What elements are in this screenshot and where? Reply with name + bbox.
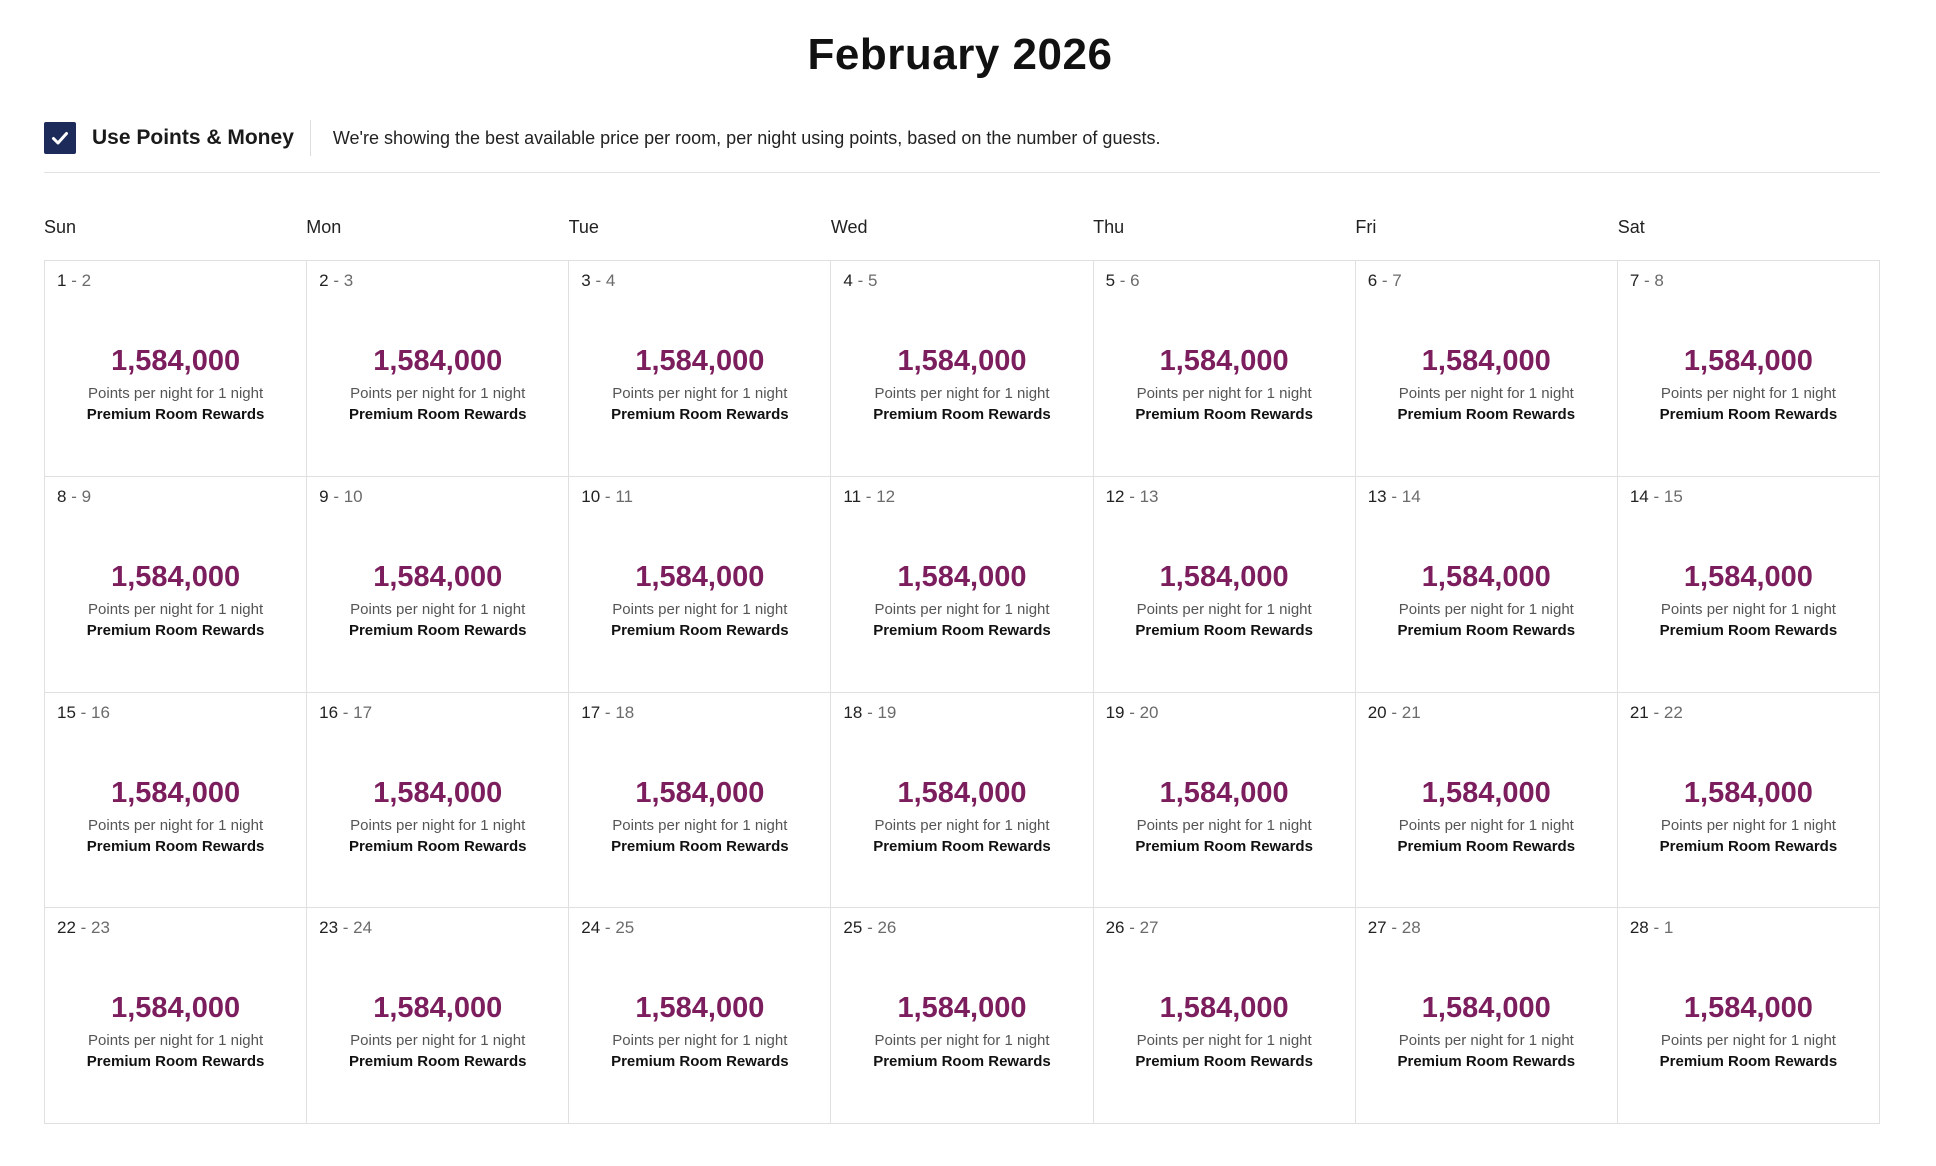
points-price: 1,584,000 xyxy=(373,992,503,1025)
rate-tier: Premium Room Rewards xyxy=(1135,621,1313,639)
check-out-day: 14 xyxy=(1401,486,1421,506)
points-caption: Points per night for 1 night xyxy=(1398,600,1574,618)
check-out-day: 17 xyxy=(353,702,373,722)
points-price: 1,584,000 xyxy=(1421,776,1551,809)
date-separator: - xyxy=(861,486,877,506)
calendar-day-cell[interactable] xyxy=(1618,261,1880,477)
points-caption: Points per night for 1 night xyxy=(1660,600,1836,618)
weekday-label: Thu xyxy=(1093,217,1125,237)
check-out-day: 25 xyxy=(615,918,635,938)
check-in-day: 20 xyxy=(1367,702,1387,722)
date-range xyxy=(1106,271,1140,291)
rate-tier: Premium Room Rewards xyxy=(611,621,789,639)
check-in-day: 2 xyxy=(319,271,329,290)
date-separator: - xyxy=(1386,918,1402,938)
date-separator: - xyxy=(1377,271,1393,290)
use-points-money-checkbox[interactable] xyxy=(44,122,76,154)
date-range xyxy=(319,918,372,938)
check-out-day: 10 xyxy=(343,486,363,506)
checkmark-icon xyxy=(50,128,70,148)
check-out-day: 4 xyxy=(605,271,616,290)
rate-tier: Premium Room Rewards xyxy=(86,837,265,855)
check-in-day: 8 xyxy=(57,486,67,506)
rate-tier: Premium Room Rewards xyxy=(348,1053,527,1071)
date-separator: - xyxy=(600,918,616,938)
check-in-day: 3 xyxy=(581,271,591,290)
points-caption: Points per night for 1 night xyxy=(874,600,1050,618)
rate-tier: Premium Room Rewards xyxy=(348,621,527,639)
points-price: 1,584,000 xyxy=(635,560,765,593)
date-separator: - xyxy=(66,486,82,506)
date-separator: - xyxy=(590,271,606,290)
check-out-day: 13 xyxy=(1139,486,1159,506)
points-price: 1,584,000 xyxy=(1421,345,1551,377)
calendar-day-cell[interactable] xyxy=(1618,908,1880,1124)
date-separator: - xyxy=(862,702,878,722)
date-range xyxy=(1368,487,1421,507)
check-out-day: 23 xyxy=(91,918,110,938)
points-caption: Points per night for 1 night xyxy=(350,816,526,834)
date-range xyxy=(319,703,372,723)
options-bar xyxy=(44,120,1880,173)
points-price: 1,584,000 xyxy=(1159,345,1289,377)
points-price: 1,584,000 xyxy=(897,560,1027,593)
points-price: 1,584,000 xyxy=(635,345,765,377)
check-in-day: 5 xyxy=(1105,271,1116,290)
check-out-day: 27 xyxy=(1139,918,1159,938)
check-out-day: 12 xyxy=(876,486,896,506)
calendar-day-cell[interactable] xyxy=(1094,693,1356,909)
date-range xyxy=(57,487,91,507)
calendar-day-cell[interactable] xyxy=(831,908,1093,1124)
points-caption: Points per night for 1 night xyxy=(1136,600,1312,618)
calendar-day-cell[interactable] xyxy=(1618,477,1880,693)
rate-tier: Premium Room Rewards xyxy=(1659,837,1838,855)
check-out-day: 5 xyxy=(868,271,878,290)
points-price: 1,584,000 xyxy=(897,776,1027,809)
date-separator: - xyxy=(862,918,878,938)
rate-tier: Premium Room Rewards xyxy=(1397,621,1576,639)
check-in-day: 25 xyxy=(843,918,863,938)
points-caption: Points per night for 1 night xyxy=(1136,1032,1312,1050)
date-separator: - xyxy=(852,271,868,290)
date-separator: - xyxy=(66,271,82,290)
points-price: 1,584,000 xyxy=(635,776,765,809)
calendar-grid xyxy=(44,260,1880,1124)
points-price: 1,584,000 xyxy=(1421,992,1551,1025)
points-caption: Points per night for 1 night xyxy=(88,816,264,834)
check-out-day: 16 xyxy=(91,702,110,722)
weekday-label: Sun xyxy=(44,217,77,237)
rate-tier: Premium Room Rewards xyxy=(86,1053,265,1071)
date-range xyxy=(843,703,896,723)
rate-tier: Premium Room Rewards xyxy=(873,837,1051,855)
date-range xyxy=(57,703,110,723)
calendar-day-cell[interactable] xyxy=(569,908,831,1124)
points-caption: Points per night for 1 night xyxy=(612,600,788,618)
check-out-day: 21 xyxy=(1401,702,1421,722)
calendar-day-cell[interactable] xyxy=(569,693,831,909)
date-range xyxy=(1368,918,1421,938)
date-range xyxy=(581,703,634,723)
calendar-day-cell[interactable] xyxy=(1094,261,1356,477)
date-range xyxy=(1630,487,1683,507)
date-separator: - xyxy=(1648,702,1664,722)
rate-tier: Premium Room Rewards xyxy=(873,621,1051,639)
date-separator: - xyxy=(338,918,354,938)
calendar-day-cell[interactable] xyxy=(1356,477,1618,693)
date-separator: - xyxy=(1124,918,1140,938)
date-separator: - xyxy=(1115,271,1131,290)
points-caption: Points per night for 1 night xyxy=(88,600,264,618)
points-caption: Points per night for 1 night xyxy=(350,385,526,402)
date-range xyxy=(843,271,877,291)
check-in-day: 10 xyxy=(581,486,601,506)
date-range xyxy=(57,271,91,291)
rate-tier: Premium Room Rewards xyxy=(611,837,789,855)
date-separator: - xyxy=(600,486,616,506)
check-out-day: 11 xyxy=(615,486,633,506)
check-in-day: 11 xyxy=(843,486,862,506)
rate-tier: Premium Room Rewards xyxy=(1659,621,1838,639)
rate-tier: Premium Room Rewards xyxy=(1659,1053,1838,1071)
date-separator: - xyxy=(1639,271,1655,290)
use-points-money-toggle[interactable] xyxy=(44,120,311,156)
points-caption: Points per night for 1 night xyxy=(612,816,788,834)
rate-tier: Premium Room Rewards xyxy=(1135,1053,1313,1071)
date-separator: - xyxy=(1648,918,1664,938)
check-in-day: 18 xyxy=(843,702,863,722)
month-title: February 2026 xyxy=(807,30,1113,79)
rate-tier: Premium Room Rewards xyxy=(348,406,527,423)
check-out-day: 24 xyxy=(353,918,373,938)
check-in-day: 21 xyxy=(1629,702,1649,722)
check-in-day: 24 xyxy=(581,918,601,938)
calendar-day-cell[interactable] xyxy=(831,693,1093,909)
check-in-day: 1 xyxy=(57,271,67,290)
check-in-day: 9 xyxy=(319,486,329,506)
points-price: 1,584,000 xyxy=(1159,560,1289,593)
points-price: 1,584,000 xyxy=(373,345,503,377)
calendar-day-cell[interactable] xyxy=(1094,908,1356,1124)
date-separator: - xyxy=(1124,702,1140,722)
date-separator: - xyxy=(328,271,344,290)
points-caption: Points per night for 1 night xyxy=(874,816,1050,834)
points-price: 1,584,000 xyxy=(373,776,503,809)
check-in-day: 7 xyxy=(1629,271,1640,290)
rate-tier: Premium Room Rewards xyxy=(611,406,789,423)
check-out-day: 7 xyxy=(1392,271,1402,290)
points-price: 1,584,000 xyxy=(1683,776,1813,809)
calendar-day-cell[interactable] xyxy=(45,261,307,477)
check-in-day: 16 xyxy=(319,702,339,722)
calendar-day-cell[interactable] xyxy=(307,693,569,909)
calendar-day-cell[interactable] xyxy=(1356,261,1618,477)
date-range xyxy=(57,918,110,938)
check-in-day: 4 xyxy=(843,271,853,290)
check-in-day: 26 xyxy=(1105,918,1125,938)
points-caption: Points per night for 1 night xyxy=(1136,816,1312,834)
points-caption: Points per night for 1 night xyxy=(874,1032,1050,1050)
date-range xyxy=(581,487,633,507)
points-caption: Points per night for 1 night xyxy=(88,385,264,402)
use-points-money-label: Use Points & Money xyxy=(92,126,294,149)
check-in-day: 28 xyxy=(1629,918,1649,938)
calendar-day-cell[interactable] xyxy=(45,693,307,909)
check-out-day: 20 xyxy=(1139,702,1159,722)
points-caption: Points per night for 1 night xyxy=(1398,816,1574,834)
date-range xyxy=(581,271,615,291)
weekday-label: Fri xyxy=(1355,217,1377,237)
date-separator: - xyxy=(1648,486,1664,506)
check-out-day: 28 xyxy=(1401,918,1421,938)
points-caption: Points per night for 1 night xyxy=(88,1032,264,1050)
calendar-day-cell[interactable] xyxy=(569,261,831,477)
calendar-day-cell[interactable] xyxy=(45,477,307,693)
date-separator: - xyxy=(600,702,616,722)
date-range xyxy=(1630,918,1674,938)
calendar-day-cell[interactable] xyxy=(831,261,1093,477)
check-out-day: 19 xyxy=(877,702,897,722)
check-out-day: 2 xyxy=(81,271,92,290)
date-range xyxy=(1106,703,1159,723)
date-range xyxy=(319,271,353,291)
rate-tier: Premium Room Rewards xyxy=(1659,406,1838,423)
rate-tier: Premium Room Rewards xyxy=(1397,837,1576,855)
weekday-label: Mon xyxy=(306,217,342,237)
points-price: 1,584,000 xyxy=(635,992,765,1025)
rate-tier: Premium Room Rewards xyxy=(86,621,265,639)
date-range xyxy=(319,487,363,507)
date-range xyxy=(1368,703,1421,723)
points-price: 1,584,000 xyxy=(111,345,241,377)
rate-tier: Premium Room Rewards xyxy=(1135,837,1313,855)
calendar-day-cell[interactable] xyxy=(1618,693,1880,909)
date-range xyxy=(581,918,634,938)
date-range xyxy=(1106,487,1159,507)
points-price: 1,584,000 xyxy=(1683,345,1813,377)
date-separator: - xyxy=(75,918,92,938)
date-range xyxy=(1630,271,1664,291)
calendar-day-cell[interactable] xyxy=(1356,693,1618,909)
rate-tier: Premium Room Rewards xyxy=(348,837,527,855)
date-range xyxy=(1368,271,1402,291)
rate-tier: Premium Room Rewards xyxy=(1397,406,1576,423)
points-caption: Points per night for 1 night xyxy=(1660,1032,1836,1050)
check-out-day: 3 xyxy=(343,271,354,290)
rate-tier: Premium Room Rewards xyxy=(873,1053,1051,1071)
check-out-day: 15 xyxy=(1663,486,1683,506)
points-price: 1,584,000 xyxy=(373,560,503,593)
check-in-day: 6 xyxy=(1367,271,1378,290)
check-in-day: 23 xyxy=(319,918,339,938)
date-separator: - xyxy=(1386,486,1402,506)
check-in-day: 12 xyxy=(1105,486,1125,506)
rate-tier: Premium Room Rewards xyxy=(86,406,265,423)
points-price: 1,584,000 xyxy=(1683,560,1813,593)
points-caption: Points per night for 1 night xyxy=(1398,1032,1574,1050)
weekday-header xyxy=(44,217,1880,238)
date-range xyxy=(1106,918,1159,938)
calendar-day-cell[interactable] xyxy=(307,908,569,1124)
check-out-day: 26 xyxy=(877,918,897,938)
weekday-label: Tue xyxy=(568,217,599,237)
points-price: 1,584,000 xyxy=(111,560,241,593)
points-price: 1,584,000 xyxy=(1159,992,1289,1025)
rate-tier: Premium Room Rewards xyxy=(611,1053,789,1071)
date-separator: - xyxy=(1386,702,1402,722)
points-price: 1,584,000 xyxy=(897,992,1027,1025)
date-range xyxy=(1630,703,1683,723)
points-caption: Points per night for 1 night xyxy=(1136,385,1312,402)
rate-tier: Premium Room Rewards xyxy=(1135,406,1313,423)
points-caption: Points per night for 1 night xyxy=(1660,816,1836,834)
date-separator: - xyxy=(1124,486,1140,506)
calendar-day-cell[interactable] xyxy=(831,477,1093,693)
points-caption: Points per night for 1 night xyxy=(1660,385,1836,402)
points-price: 1,584,000 xyxy=(1683,992,1813,1025)
check-in-day: 27 xyxy=(1367,918,1387,938)
rate-tier: Premium Room Rewards xyxy=(1397,1053,1576,1071)
check-out-day: 8 xyxy=(1654,271,1664,290)
points-caption: Points per night for 1 night xyxy=(874,385,1050,402)
pricing-note: We're showing the best available price per room, per night using points, based on the number of guests. xyxy=(332,128,1161,148)
check-in-day: 17 xyxy=(581,702,601,722)
weekday-label: Sat xyxy=(1617,217,1645,237)
points-caption: Points per night for 1 night xyxy=(350,1032,526,1050)
points-caption: Points per night for 1 night xyxy=(612,1032,788,1050)
check-out-day: 1 xyxy=(1663,918,1674,938)
calendar-day-cell[interactable] xyxy=(1356,908,1618,1124)
points-price: 1,584,000 xyxy=(111,992,241,1025)
points-caption: Points per night for 1 night xyxy=(1398,385,1574,402)
date-range xyxy=(843,487,895,507)
check-in-day: 13 xyxy=(1367,486,1387,506)
calendar-day-cell[interactable] xyxy=(45,908,307,1124)
points-price: 1,584,000 xyxy=(1421,560,1551,593)
check-in-day: 22 xyxy=(57,918,76,938)
check-in-day: 14 xyxy=(1629,486,1649,506)
points-caption: Points per night for 1 night xyxy=(612,385,788,402)
check-out-day: 22 xyxy=(1663,702,1683,722)
check-out-day: 6 xyxy=(1130,271,1140,290)
date-separator: - xyxy=(75,702,92,722)
check-in-day: 19 xyxy=(1105,702,1125,722)
calendar-day-cell[interactable] xyxy=(1094,477,1356,693)
points-price: 1,584,000 xyxy=(111,776,241,809)
date-separator: - xyxy=(338,702,354,722)
calendar-day-cell[interactable] xyxy=(307,261,569,477)
date-range xyxy=(843,918,896,938)
weekday-label: Wed xyxy=(830,217,868,237)
points-price: 1,584,000 xyxy=(1159,776,1289,809)
date-separator: - xyxy=(328,486,344,506)
rate-tier: Premium Room Rewards xyxy=(873,406,1051,423)
calendar-day-cell[interactable] xyxy=(569,477,831,693)
points-caption: Points per night for 1 night xyxy=(350,600,526,618)
points-price: 1,584,000 xyxy=(897,345,1027,377)
check-out-day: 9 xyxy=(81,486,92,506)
calendar-day-cell[interactable] xyxy=(307,477,569,693)
check-out-day: 18 xyxy=(615,702,635,722)
check-in-day: 15 xyxy=(57,702,76,722)
